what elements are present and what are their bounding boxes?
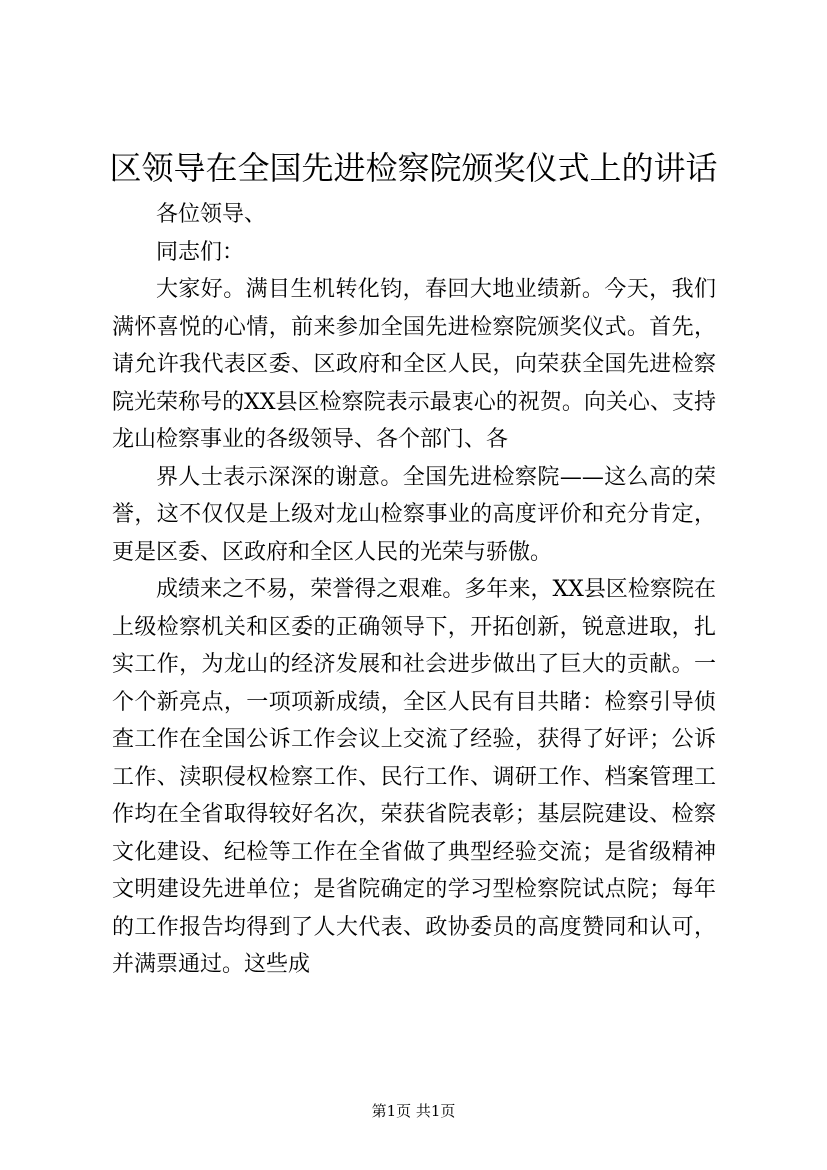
salutation-leaders: 各位领导、 — [156, 202, 267, 227]
salutation-comrades: 同志们： — [156, 239, 245, 265]
paragraph-thanks: 界人士表示深深的谢意。全国先进检察院——这么高的荣誉，这不仅仅是上级对龙山检察事业的高度评价和充分肯定，更是区委、区政府和全区人民的光荣与骄傲。 — [112, 464, 716, 565]
document-body — [112, 196, 716, 984]
paragraph-greeting: 大家好。满目生机转化钧，春回大地业绩新。今天，我们满怀喜悦的心情，前来参加全国先进检察院颁奖仪式。首先，请允许我代表区委、区政府和全区人民，向荣获全国先进检察院光荣称号的XX县区检察院表示最衷心的祝贺。向关心、支持龙山检察事业的各级领导、各个部门、各 — [112, 277, 716, 452]
document-title: 区领导在全国先进检察院颁奖仪式上的讲话 — [109, 149, 718, 187]
paragraph-achievements: 成绩来之不易，荣誉得之艰难。多年来，XX县区检察院在上级检察机关和区委的正确领导下，开拓创新，锐意进取，扎实工作，为龙山的经济发展和社会进步做出了巨大的贡献。一个个新亮点，一项项新成绩，全区人民有目共睹：检察引导侦查工作在全国公诉工作会议上交流了经验，获得了好评；公诉工作、渎职侵权检察工作、民行工作、调研工作、档案管理工作均在全省取得较好名次，荣获省院表彰；基层院建设、检察文化建设、纪检等工作在全省做了典型经验交流；是省级精神文明建设先进单位；是省院确定的学习型检察院试点院；每年的工作报告均得到了人大代表、政协委员的高度赞同和认可，并满票通过。这些成 — [112, 577, 716, 977]
page-number-footer: 第1页 共1页 — [371, 1102, 456, 1120]
